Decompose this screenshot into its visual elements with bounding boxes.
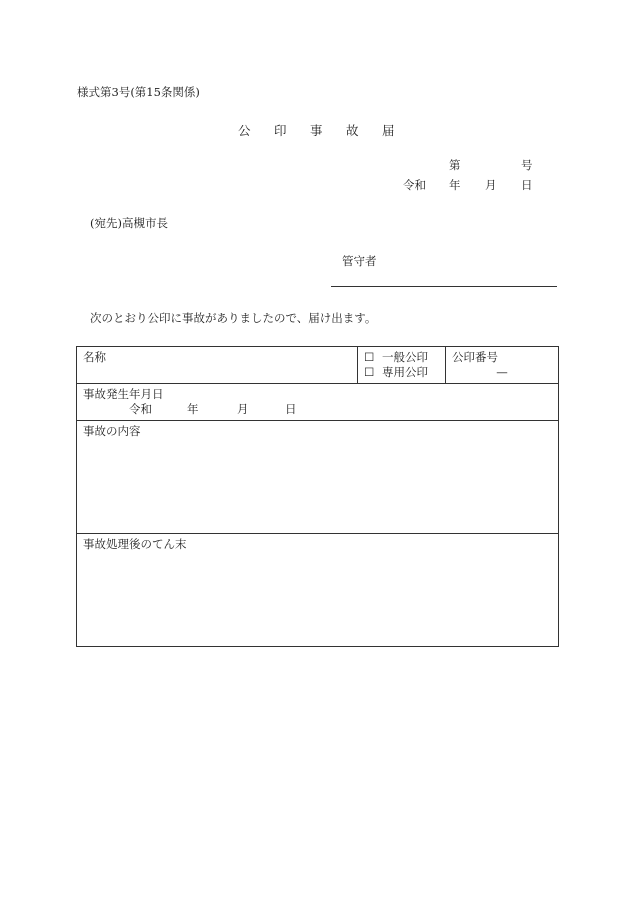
seal-number-value: — xyxy=(496,365,508,379)
title-char: 印 xyxy=(274,123,287,138)
seal-number-label: 公印番号 xyxy=(452,350,498,364)
date-month: 月 xyxy=(485,178,497,192)
accident-form-table xyxy=(76,346,559,647)
option-general[interactable] xyxy=(364,350,439,365)
occurrence-year: 年 xyxy=(187,402,199,416)
option-special[interactable] xyxy=(364,365,439,380)
seal-type-cell xyxy=(358,347,446,384)
occurrence-row xyxy=(77,384,559,421)
number-suffix: 号 xyxy=(521,158,533,172)
addressee: (宛先)高槻市長 xyxy=(90,216,168,230)
option-special-label: 専用公印 xyxy=(382,365,428,379)
content-cell[interactable] xyxy=(77,421,559,534)
occurrence-era: 令和 xyxy=(129,402,152,416)
name-cell[interactable] xyxy=(77,347,358,384)
occurrence-cell[interactable] xyxy=(77,384,559,421)
date-era: 令和 xyxy=(403,178,426,192)
date-day: 日 xyxy=(521,178,533,192)
number-prefix: 第 xyxy=(449,158,461,172)
title-char: 届 xyxy=(382,123,395,138)
checkbox-icon[interactable]: ☐ xyxy=(364,365,375,379)
title-char: 公 xyxy=(238,123,251,138)
custodian-signature-line[interactable] xyxy=(331,286,557,287)
statement: 次のとおり公印に事故がありましたので、届け出ます。 xyxy=(90,311,377,325)
aftermath-row xyxy=(77,534,559,647)
custodian-label: 管守者 xyxy=(342,254,377,268)
checkbox-icon[interactable]: ☐ xyxy=(364,350,375,364)
name-label: 名称 xyxy=(83,350,106,364)
occurrence-label: 事故発生年月日 xyxy=(83,387,164,401)
name-row xyxy=(77,347,559,384)
occurrence-month: 月 xyxy=(237,402,249,416)
seal-number-cell[interactable] xyxy=(446,347,559,384)
title-char: 事 xyxy=(310,123,323,138)
aftermath-label: 事故処理後のてん末 xyxy=(83,537,187,551)
aftermath-cell[interactable] xyxy=(77,534,559,647)
occurrence-date xyxy=(83,402,552,417)
title-char: 故 xyxy=(346,123,359,138)
date-year: 年 xyxy=(449,178,461,192)
form-number: 様式第3号(第15条関係) xyxy=(77,85,200,99)
option-general-label: 一般公印 xyxy=(382,350,428,364)
content-label: 事故の内容 xyxy=(83,424,141,438)
occurrence-day: 日 xyxy=(285,402,297,416)
content-row xyxy=(77,421,559,534)
